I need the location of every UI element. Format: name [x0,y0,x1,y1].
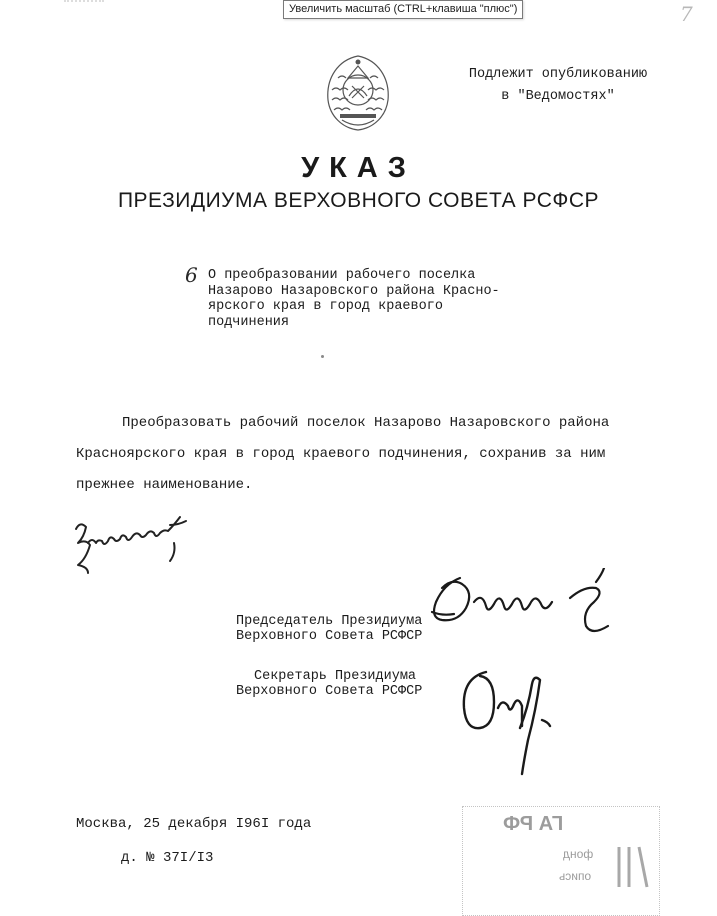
decree-body [76,408,646,501]
decree-title: УКАЗ [301,152,416,184]
document-number: д. № 37I/I3 [121,850,214,866]
chairman-title-line1: Председатель Президиума [236,614,423,629]
secretary-signature [458,668,568,778]
publication-note [458,64,658,108]
body-line: прежнее наименование. [76,477,253,493]
archive-stamp [462,806,660,916]
handwritten-visa [70,515,196,577]
secretary-signature-block [236,669,422,699]
body-line: Красноярского края в город краевого подчинения, сохранив за ним [76,446,606,462]
decree-subtitle: ПРЕЗИДИУМА ВЕРХОВНОГО СОВЕТА РСФСР [117,189,600,212]
handwritten-number: 6 [185,263,198,287]
subject-line: ярского края в город краевого [208,299,443,314]
decree-subject [208,268,548,330]
zoom-tooltip: Увеличить масштаб (CTRL+клавиша "плюс") [283,0,523,19]
scan-speck [321,355,324,358]
secretary-title-line1: Секретарь Президиума [254,669,417,684]
body-line: Преобразовать рабочий поселок Назарово Назаровского района [122,415,610,431]
secretary-title-line2: Верховного Совета РСФСР [236,684,423,699]
rsfsr-emblem-icon [318,50,398,134]
chairman-title-line2: Верховного Совета РСФСР [236,629,423,644]
publication-note-line2: в "Ведомостях" [501,89,615,104]
stamp-line1: ГА РФ [503,813,564,835]
publication-note-line1: Подлежит опубликованию [468,67,648,82]
stamp-marks [613,837,653,897]
subject-line: Назарово Назаровского района Красно- [208,283,500,299]
subject-line: подчинения [208,314,290,330]
place-and-date: Москва, 25 декабря I96I года [76,816,312,832]
chairman-signature-block [236,614,422,644]
stamp-line2: фонд [563,847,594,861]
scan-artifact [64,0,104,20]
subject-line: О преобразовании рабочего поселка [208,268,476,283]
page-number: 7 [680,2,693,26]
stamp-line3: опись [559,869,592,883]
chairman-signature [420,568,620,648]
